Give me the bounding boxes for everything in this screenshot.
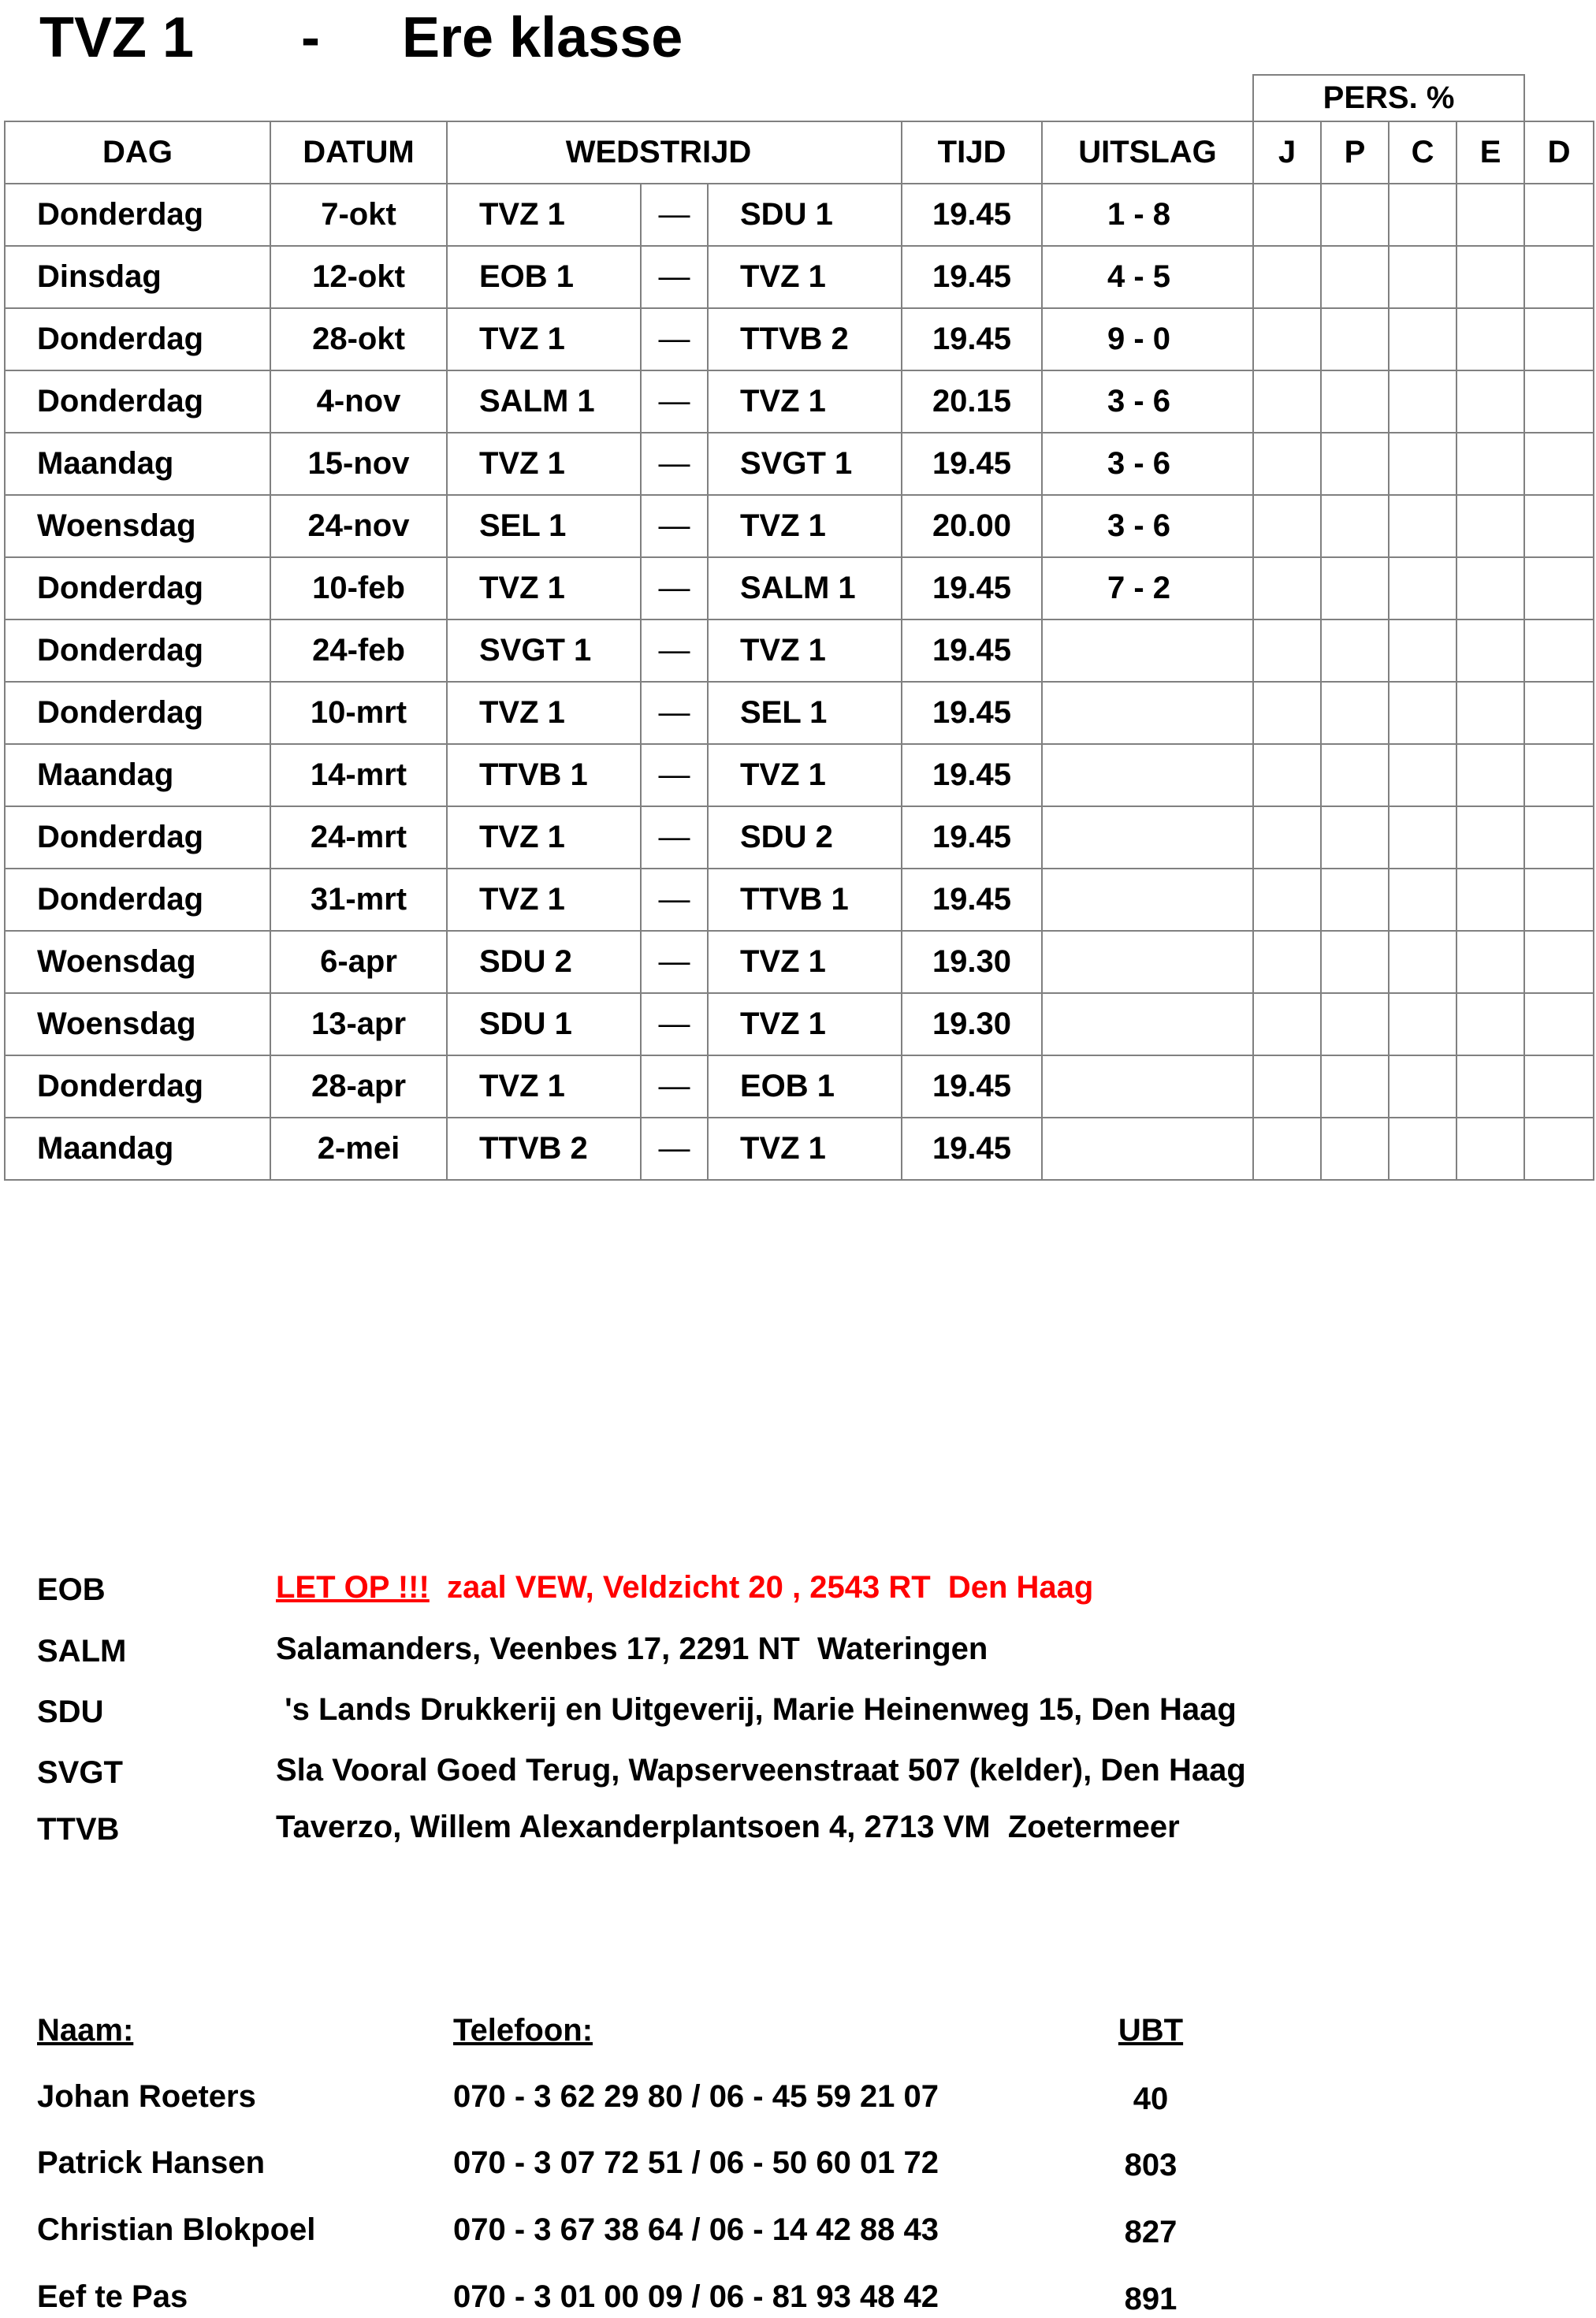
cell-datum: 4-nov bbox=[270, 370, 447, 433]
col-pers-j: J bbox=[1253, 121, 1321, 184]
location-address bbox=[276, 1691, 1237, 1728]
cell-pers-c bbox=[1389, 744, 1456, 806]
table-row bbox=[5, 433, 1594, 495]
cell-pers-p bbox=[1321, 557, 1389, 619]
col-dag: DAG bbox=[5, 121, 270, 184]
cell-pers-e bbox=[1456, 869, 1524, 931]
table-row bbox=[5, 370, 1594, 433]
cell-datum: 13-apr bbox=[270, 993, 447, 1055]
cell-pers-d bbox=[1524, 495, 1594, 557]
cell-dag: Woensdag bbox=[5, 993, 270, 1055]
cell-uit: TTVB 2 bbox=[708, 308, 902, 370]
cell-dag: Donderdag bbox=[5, 370, 270, 433]
cell-pers-p bbox=[1321, 433, 1389, 495]
cell-pers-j bbox=[1253, 619, 1321, 682]
col-datum: DATUM bbox=[270, 121, 447, 184]
cell-datum: 6-apr bbox=[270, 931, 447, 993]
cell-pers-d bbox=[1524, 433, 1594, 495]
cell-pers-p bbox=[1321, 308, 1389, 370]
cell-dag: Donderdag bbox=[5, 308, 270, 370]
cell-uitslag: 4 - 5 bbox=[1042, 246, 1253, 308]
cell-uitslag: 9 - 0 bbox=[1042, 308, 1253, 370]
cell-uit: TVZ 1 bbox=[708, 495, 902, 557]
contact-name: Eef te Pas bbox=[37, 2279, 188, 2314]
cell-datum: 24-feb bbox=[270, 619, 447, 682]
cell-tijd: 19.30 bbox=[902, 993, 1042, 1055]
cell-pers-j bbox=[1253, 495, 1321, 557]
schedule-table bbox=[4, 74, 1594, 1181]
table-row bbox=[5, 619, 1594, 682]
col-uitslag: UITSLAG bbox=[1042, 121, 1253, 184]
cell-uitslag bbox=[1042, 931, 1253, 993]
cell-pers-p bbox=[1321, 993, 1389, 1055]
table-row bbox=[5, 993, 1594, 1055]
cell-uit: TTVB 1 bbox=[708, 869, 902, 931]
cell-pers-p bbox=[1321, 619, 1389, 682]
cell-pers-c bbox=[1389, 433, 1456, 495]
cell-dash: — bbox=[641, 682, 708, 744]
table-row bbox=[5, 931, 1594, 993]
cell-uit: TVZ 1 bbox=[708, 1118, 902, 1180]
cell-uit: SEL 1 bbox=[708, 682, 902, 744]
contact-ubt: 40 bbox=[1133, 2082, 1169, 2116]
contact-telefoon: 070 - 3 62 29 80 / 06 - 45 59 21 07 bbox=[453, 2079, 939, 2114]
table-row bbox=[5, 495, 1594, 557]
cell-pers-c bbox=[1389, 869, 1456, 931]
cell-tijd: 19.30 bbox=[902, 931, 1042, 993]
table-row bbox=[5, 869, 1594, 931]
cell-dag: Donderdag bbox=[5, 619, 270, 682]
cell-pers-e bbox=[1456, 308, 1524, 370]
cell-pers-p bbox=[1321, 744, 1389, 806]
location-address-text: 's Lands Drukkerij en Uitgeverij, Marie Heinenweg 15, Den Haag bbox=[276, 1692, 1237, 1727]
cell-uitslag bbox=[1042, 744, 1253, 806]
cell-datum: 12-okt bbox=[270, 246, 447, 308]
cell-uit: TVZ 1 bbox=[708, 246, 902, 308]
cell-dash: — bbox=[641, 1055, 708, 1118]
cell-uit: SALM 1 bbox=[708, 557, 902, 619]
cell-thuis: TVZ 1 bbox=[447, 1055, 641, 1118]
cell-uit: EOB 1 bbox=[708, 1055, 902, 1118]
cell-tijd: 19.45 bbox=[902, 869, 1042, 931]
cell-tijd: 19.45 bbox=[902, 246, 1042, 308]
cell-pers-e bbox=[1456, 495, 1524, 557]
cell-thuis: TVZ 1 bbox=[447, 682, 641, 744]
title-separator: - bbox=[301, 6, 320, 69]
cell-pers-e bbox=[1456, 246, 1524, 308]
cell-uit: TVZ 1 bbox=[708, 619, 902, 682]
cell-pers-j bbox=[1253, 433, 1321, 495]
location-address-text: Taverzo, Willem Alexanderplantsoen 4, 2713 VM Zoetermeer bbox=[276, 1810, 1180, 1844]
cell-pers-p bbox=[1321, 682, 1389, 744]
cell-pers-j bbox=[1253, 931, 1321, 993]
cell-pers-e bbox=[1456, 744, 1524, 806]
cell-pers-e bbox=[1456, 993, 1524, 1055]
contact-name: Patrick Hansen bbox=[37, 2145, 266, 2180]
location-warning: LET OP !!! bbox=[276, 1570, 430, 1605]
table-row bbox=[5, 557, 1594, 619]
cell-dash: — bbox=[641, 495, 708, 557]
cell-pers-e bbox=[1456, 557, 1524, 619]
cell-datum: 10-mrt bbox=[270, 682, 447, 744]
cell-pers-c bbox=[1389, 619, 1456, 682]
cell-uit: TVZ 1 bbox=[708, 931, 902, 993]
cell-pers-p bbox=[1321, 806, 1389, 869]
cell-dash: — bbox=[641, 993, 708, 1055]
cell-tijd: 19.45 bbox=[902, 184, 1042, 246]
location-address-text: Sla Vooral Goed Terug, Wapserveenstraat 507 (kelder), Den Haag bbox=[276, 1753, 1246, 1788]
contact-ubt: 891 bbox=[1124, 2282, 1177, 2316]
cell-dag: Maandag bbox=[5, 1118, 270, 1180]
cell-dag: Woensdag bbox=[5, 495, 270, 557]
cell-thuis: TVZ 1 bbox=[447, 433, 641, 495]
cell-dash: — bbox=[641, 744, 708, 806]
location-address bbox=[276, 1568, 1093, 1606]
col-pers-e: E bbox=[1456, 121, 1524, 184]
cell-pers-p bbox=[1321, 495, 1389, 557]
cell-uit: SDU 1 bbox=[708, 184, 902, 246]
pers-header-row bbox=[5, 75, 1594, 121]
cell-dash: — bbox=[641, 308, 708, 370]
col-tijd: TIJD bbox=[902, 121, 1042, 184]
table-row bbox=[5, 1055, 1594, 1118]
contact-ubt: 803 bbox=[1124, 2148, 1177, 2182]
cell-pers-e bbox=[1456, 931, 1524, 993]
cell-tijd: 19.45 bbox=[902, 682, 1042, 744]
cell-pers-e bbox=[1456, 806, 1524, 869]
cell-datum: 15-nov bbox=[270, 433, 447, 495]
cell-pers-c bbox=[1389, 931, 1456, 993]
cell-pers-d bbox=[1524, 1055, 1594, 1118]
cell-pers-j bbox=[1253, 184, 1321, 246]
table-row bbox=[5, 184, 1594, 246]
cell-uit: TVZ 1 bbox=[708, 370, 902, 433]
cell-pers-e bbox=[1456, 1055, 1524, 1118]
cell-pers-d bbox=[1524, 744, 1594, 806]
cell-dag: Donderdag bbox=[5, 682, 270, 744]
cell-dash: — bbox=[641, 433, 708, 495]
cell-dash: — bbox=[641, 246, 708, 308]
cell-pers-d bbox=[1524, 931, 1594, 993]
cell-pers-c bbox=[1389, 806, 1456, 869]
title-league: Ere klasse bbox=[402, 6, 683, 69]
cell-tijd: 19.45 bbox=[902, 433, 1042, 495]
cell-dash: — bbox=[641, 931, 708, 993]
cell-uitslag bbox=[1042, 806, 1253, 869]
cell-uitslag bbox=[1042, 993, 1253, 1055]
cell-pers-j bbox=[1253, 744, 1321, 806]
cell-dag: Woensdag bbox=[5, 931, 270, 993]
cell-dag: Maandag bbox=[5, 744, 270, 806]
location-address-text: Salamanders, Veenbes 17, 2291 NT Wateringen bbox=[276, 1632, 988, 1666]
table-row bbox=[5, 744, 1594, 806]
cell-datum: 14-mrt bbox=[270, 744, 447, 806]
table-row bbox=[5, 1118, 1594, 1180]
cell-pers-d bbox=[1524, 1118, 1594, 1180]
cell-pers-j bbox=[1253, 246, 1321, 308]
table-row bbox=[5, 682, 1594, 744]
cell-dash: — bbox=[641, 370, 708, 433]
contact-telefoon: 070 - 3 07 72 51 / 06 - 50 60 01 72 bbox=[453, 2145, 939, 2180]
cell-dash: — bbox=[641, 619, 708, 682]
cell-tijd: 20.15 bbox=[902, 370, 1042, 433]
column-header-row bbox=[5, 121, 1594, 184]
cell-pers-c bbox=[1389, 246, 1456, 308]
cell-pers-c bbox=[1389, 184, 1456, 246]
cell-pers-e bbox=[1456, 682, 1524, 744]
location-code: SDU bbox=[37, 1695, 104, 1729]
cell-pers-d bbox=[1524, 246, 1594, 308]
cell-pers-c bbox=[1389, 1118, 1456, 1180]
cell-pers-p bbox=[1321, 1118, 1389, 1180]
cell-pers-j bbox=[1253, 557, 1321, 619]
location-address-text: zaal VEW, Veldzicht 20 , 2543 RT Den Haag bbox=[447, 1570, 1094, 1605]
title-team: TVZ 1 bbox=[39, 6, 195, 69]
cell-tijd: 20.00 bbox=[902, 495, 1042, 557]
cell-uitslag bbox=[1042, 619, 1253, 682]
cell-datum: 24-nov bbox=[270, 495, 447, 557]
cell-pers-e bbox=[1456, 184, 1524, 246]
location-code: TTVB bbox=[37, 1812, 120, 1847]
cell-pers-p bbox=[1321, 1055, 1389, 1118]
cell-thuis: EOB 1 bbox=[447, 246, 641, 308]
table-row bbox=[5, 308, 1594, 370]
cell-pers-d bbox=[1524, 184, 1594, 246]
cell-uitslag: 3 - 6 bbox=[1042, 495, 1253, 557]
col-pers-c: C bbox=[1389, 121, 1456, 184]
cell-pers-p bbox=[1321, 869, 1389, 931]
cell-uitslag: 7 - 2 bbox=[1042, 557, 1253, 619]
contact-name: Johan Roeters bbox=[37, 2079, 256, 2114]
contact-telefoon: 070 - 3 01 00 09 / 06 - 81 93 48 42 bbox=[453, 2279, 939, 2314]
cell-uitslag: 3 - 6 bbox=[1042, 370, 1253, 433]
cell-dash: — bbox=[641, 557, 708, 619]
location-code: SALM bbox=[37, 1634, 127, 1669]
contacts-header-telefoon: Telefoon: bbox=[453, 2013, 593, 2048]
cell-uitslag bbox=[1042, 869, 1253, 931]
cell-pers-d bbox=[1524, 869, 1594, 931]
cell-pers-j bbox=[1253, 993, 1321, 1055]
cell-thuis: TVZ 1 bbox=[447, 308, 641, 370]
table-row bbox=[5, 806, 1594, 869]
cell-tijd: 19.45 bbox=[902, 1118, 1042, 1180]
cell-thuis: SALM 1 bbox=[447, 370, 641, 433]
cell-dag: Dinsdag bbox=[5, 246, 270, 308]
cell-pers-c bbox=[1389, 1055, 1456, 1118]
cell-dag: Donderdag bbox=[5, 806, 270, 869]
cell-pers-j bbox=[1253, 1055, 1321, 1118]
cell-pers-d bbox=[1524, 557, 1594, 619]
cell-pers-p bbox=[1321, 246, 1389, 308]
cell-pers-d bbox=[1524, 993, 1594, 1055]
cell-datum: 24-mrt bbox=[270, 806, 447, 869]
contact-name: Christian Blokpoel bbox=[37, 2212, 316, 2247]
cell-datum: 28-okt bbox=[270, 308, 447, 370]
cell-thuis: SDU 2 bbox=[447, 931, 641, 993]
cell-uitslag: 1 - 8 bbox=[1042, 184, 1253, 246]
cell-datum: 2-mei bbox=[270, 1118, 447, 1180]
cell-thuis: SEL 1 bbox=[447, 495, 641, 557]
location-code: EOB bbox=[37, 1572, 106, 1607]
cell-dag: Donderdag bbox=[5, 184, 270, 246]
contacts-header-naam: Naam: bbox=[37, 2013, 134, 2048]
cell-datum: 7-okt bbox=[270, 184, 447, 246]
cell-datum: 28-apr bbox=[270, 1055, 447, 1118]
cell-pers-j bbox=[1253, 869, 1321, 931]
cell-dash: — bbox=[641, 869, 708, 931]
cell-uitslag bbox=[1042, 1118, 1253, 1180]
cell-tijd: 19.45 bbox=[902, 619, 1042, 682]
cell-pers-c bbox=[1389, 993, 1456, 1055]
cell-dash: — bbox=[641, 1118, 708, 1180]
col-wedstrijd: WEDSTRIJD bbox=[447, 121, 902, 184]
cell-thuis: TVZ 1 bbox=[447, 184, 641, 246]
cell-dag: Donderdag bbox=[5, 557, 270, 619]
cell-pers-d bbox=[1524, 370, 1594, 433]
cell-thuis: TTVB 1 bbox=[447, 744, 641, 806]
contact-telefoon: 070 - 3 67 38 64 / 06 - 14 42 88 43 bbox=[453, 2212, 939, 2247]
cell-pers-j bbox=[1253, 806, 1321, 869]
cell-tijd: 19.45 bbox=[902, 557, 1042, 619]
cell-uit: TVZ 1 bbox=[708, 993, 902, 1055]
cell-pers-d bbox=[1524, 619, 1594, 682]
contacts-header-ubt: UBT bbox=[1118, 2013, 1184, 2048]
col-pers-d: D bbox=[1524, 121, 1594, 184]
cell-uit: TVZ 1 bbox=[708, 744, 902, 806]
cell-pers-d bbox=[1524, 308, 1594, 370]
cell-pers-c bbox=[1389, 557, 1456, 619]
location-address bbox=[276, 1808, 1180, 1846]
cell-dag: Donderdag bbox=[5, 1055, 270, 1118]
cell-datum: 10-feb bbox=[270, 557, 447, 619]
cell-pers-e bbox=[1456, 370, 1524, 433]
pers-header: PERS. % bbox=[1253, 75, 1524, 121]
cell-tijd: 19.45 bbox=[902, 308, 1042, 370]
cell-pers-j bbox=[1253, 370, 1321, 433]
cell-pers-c bbox=[1389, 682, 1456, 744]
cell-dash: — bbox=[641, 184, 708, 246]
cell-pers-p bbox=[1321, 370, 1389, 433]
cell-pers-e bbox=[1456, 433, 1524, 495]
cell-uit: SVGT 1 bbox=[708, 433, 902, 495]
table-row bbox=[5, 246, 1594, 308]
cell-tijd: 19.45 bbox=[902, 1055, 1042, 1118]
cell-pers-j bbox=[1253, 308, 1321, 370]
cell-pers-p bbox=[1321, 184, 1389, 246]
cell-pers-d bbox=[1524, 682, 1594, 744]
cell-pers-d bbox=[1524, 806, 1594, 869]
cell-pers-j bbox=[1253, 682, 1321, 744]
cell-pers-c bbox=[1389, 370, 1456, 433]
cell-thuis: TTVB 2 bbox=[447, 1118, 641, 1180]
location-code: SVGT bbox=[37, 1755, 123, 1790]
cell-pers-p bbox=[1321, 931, 1389, 993]
cell-uitslag: 3 - 6 bbox=[1042, 433, 1253, 495]
cell-dag: Maandag bbox=[5, 433, 270, 495]
cell-tijd: 19.45 bbox=[902, 806, 1042, 869]
contact-ubt: 827 bbox=[1124, 2215, 1177, 2249]
col-pers-p: P bbox=[1321, 121, 1389, 184]
cell-thuis: TVZ 1 bbox=[447, 557, 641, 619]
cell-tijd: 19.45 bbox=[902, 744, 1042, 806]
location-address bbox=[276, 1751, 1246, 1789]
cell-uitslag bbox=[1042, 682, 1253, 744]
cell-dag: Donderdag bbox=[5, 869, 270, 931]
cell-pers-e bbox=[1456, 1118, 1524, 1180]
cell-thuis: TVZ 1 bbox=[447, 806, 641, 869]
cell-pers-e bbox=[1456, 619, 1524, 682]
cell-pers-c bbox=[1389, 308, 1456, 370]
location-address bbox=[276, 1630, 988, 1668]
cell-thuis: TVZ 1 bbox=[447, 869, 641, 931]
cell-thuis: SVGT 1 bbox=[447, 619, 641, 682]
cell-thuis: SDU 1 bbox=[447, 993, 641, 1055]
cell-pers-j bbox=[1253, 1118, 1321, 1180]
cell-pers-c bbox=[1389, 495, 1456, 557]
cell-datum: 31-mrt bbox=[270, 869, 447, 931]
cell-uit: SDU 2 bbox=[708, 806, 902, 869]
cell-uitslag bbox=[1042, 1055, 1253, 1118]
cell-dash: — bbox=[641, 806, 708, 869]
